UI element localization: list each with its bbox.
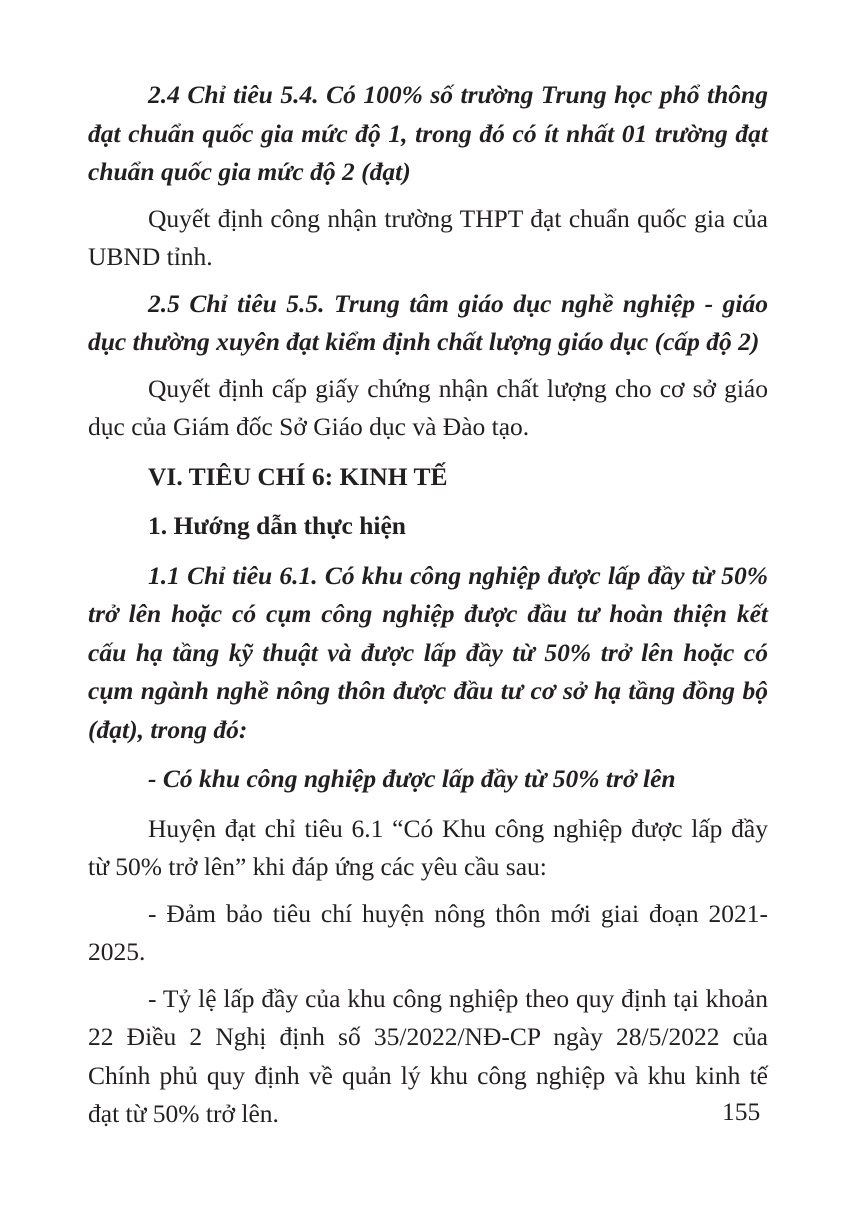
criterion-5-4-body: Quyết định công nhận trường THPT đạt chuẩn quốc gia của UBND tỉnh.	[88, 203, 768, 271]
document-page	[88, 76, 768, 1134]
criterion-5-4-heading: 2.4 Chỉ tiêu 5.4. Có 100% số trường Trung học phổ thông đạt chuẩn quốc gia mức độ 1, trong đó có ít nhất 01 trường đạt chuẩn quốc gia mức độ 2 (đạt)	[88, 80, 768, 186]
section-vi-heading: VI. TIÊU CHÍ 6: KINH TẾ	[148, 461, 448, 491]
criterion-6-1-heading: 1.1 Chỉ tiêu 6.1. Có khu công nghiệp được lấp đầy từ 50% trở lên hoặc có cụm công nghiệp được đầu tư hoàn thiện kết cấu hạ tầng kỹ thuật và được lấp đầy từ 50% trở lên hoặc có cụm ngành nghề nông thôn được đầu tư cơ sở hạ tầng đồng bộ (đạt), trong đó:	[88, 560, 768, 744]
page-number: 155	[722, 1097, 761, 1126]
criterion-5-5-body: Quyết định cấp giấy chứng nhận chất lượng cho cơ sở giáo dục của Giám đốc Sở Giáo dục và Đào tạo.	[88, 373, 768, 441]
criterion-6-1-requirement-intro: Huyện đạt chỉ tiêu 6.1 “Có Khu công nghiệp được lấp đầy từ 50% trở lên” khi đáp ứng các yêu cầu sau:	[88, 813, 768, 881]
criterion-5-5-heading: 2.5 Chỉ tiêu 5.5. Trung tâm giáo dục nghề nghiệp - giáo dục thường xuyên đạt kiểm định chất lượng giáo dục (cấp độ 2)	[88, 288, 768, 356]
industrial-zone-subheading: - Có khu công nghiệp được lấp đầy từ 50% trở lên	[148, 764, 676, 793]
implementation-guide-heading: 1. Hướng dẫn thực hiện	[148, 511, 406, 540]
requirement-item-1: - Đảm bảo tiêu chí huyện nông thôn mới giai đoạn 2021-2025.	[88, 898, 768, 966]
requirement-item-2: - Tỷ lệ lấp đầy của khu công nghiệp theo quy định tại khoản 22 Điều 2 Nghị định số 35/2022/NĐ-CP ngày 28/5/2022 của Chính phủ quy định về quản lý khu công nghiệp và khu kinh tế đạt từ 50% trở lên.	[88, 983, 768, 1128]
